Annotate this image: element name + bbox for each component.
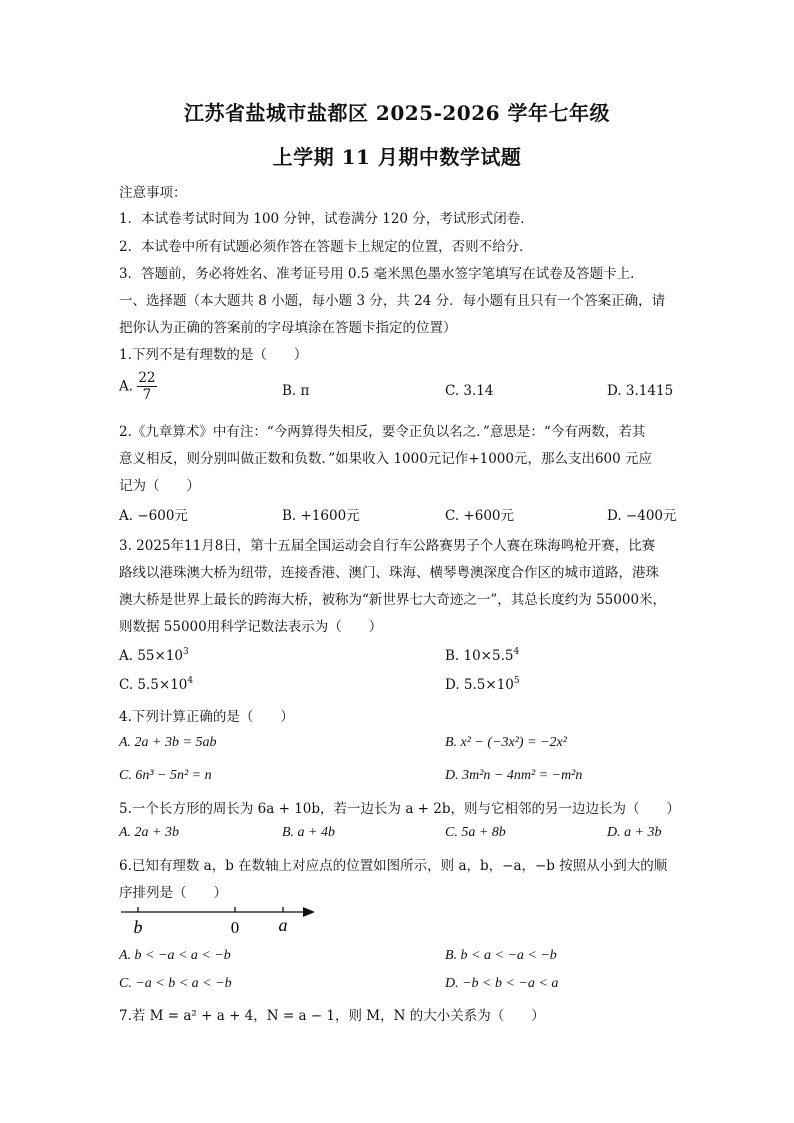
exam-title-line1: 江苏省盐城市盐都区 2025-2026 学年七年级 xyxy=(183,101,611,125)
q2-line2: 意义相反，则分别叫做正数和负数．”如果收入 1000元记作+1000元，那么支出600 元应 xyxy=(119,451,653,467)
q6-option-c: C. −a < b < a < −b xyxy=(119,976,232,991)
q2-option-c: C. +600元 xyxy=(445,508,515,524)
q1-fraction-denominator: 7 xyxy=(142,387,152,403)
q4-option-a: A. 2a + 3b = 5ab xyxy=(119,735,217,750)
q6-option-a: A. b < −a < a < −b xyxy=(119,948,231,963)
q3-option-d-exponent: 5 xyxy=(513,676,520,686)
note-2: 2．本试卷中所有试题必须作答在答题卡上规定的位置，否则不给分． xyxy=(119,239,533,255)
q3-line1: 3. 2025年11月8日，第十五届全国运动会自行车公路赛男子个人赛在珠海鸣枪开赛，比赛 xyxy=(119,538,656,554)
q2-line1: 2.《九章算术》中有注：“今两算得失相反，要令正负以名之．”意思是：“今有两数，若其 xyxy=(119,424,646,440)
q1-option-b: B. π xyxy=(282,383,310,399)
q6-line2: 序排列是（ ） xyxy=(119,885,227,901)
number-line-arrow-icon xyxy=(303,907,315,917)
q3-option-c-base: C. 5.5×10 xyxy=(119,677,188,693)
q2-option-d: D. −400元 xyxy=(607,508,677,524)
q1-option-a xyxy=(119,370,157,403)
q4-option-d: D. 3m²n − 4nm² = −m²n xyxy=(445,768,583,783)
label-0: 0 xyxy=(230,918,240,937)
q5-option-d: D. a + 3b xyxy=(607,825,662,840)
q6-line1: 6.已知有理数 a，b 在数轴上对应点的位置如图所示，则 a，b，−a，−b 按照从小到大的顺 xyxy=(119,858,668,874)
q4-option-c: C. 6n³ − 5n² = n xyxy=(119,768,212,783)
q1-fraction-numerator: 22 xyxy=(138,370,156,386)
q3-option-c-exponent: 4 xyxy=(187,676,194,686)
q6-option-d: D. −b < b < −a < a xyxy=(445,976,559,991)
q3-option-a xyxy=(119,648,189,664)
q2-line3: 记为（ ） xyxy=(119,478,200,494)
q3-option-a-base: A. 55×10 xyxy=(119,648,183,664)
q1-option-d: D. 3.1415 xyxy=(607,383,674,399)
q4-stem: 4.下列计算正确的是（ ） xyxy=(119,709,294,725)
q1-fraction xyxy=(137,370,156,403)
q6-option-b: B. b < a < −a < −b xyxy=(445,948,557,963)
q7-stem: 7.若 M = a² + a + 4，N = a − 1，则 M，N 的大小关系为（ ） xyxy=(119,1008,545,1024)
q3-option-d-base: D. 5.5×10 xyxy=(445,677,514,693)
q3-option-c xyxy=(119,677,193,693)
section-heading-line1: 一、选择题（本大题共 8 小题，每小题 3 分，共 24 分．每小题有且只有一个答案正确，请 xyxy=(119,293,666,309)
exam-title-line2: 上学期 11 月期中数学试题 xyxy=(272,145,522,169)
q3-line2: 路线以港珠澳大桥为纽带，连接香港、澳门、珠海、横琴粤澳深度合作区的城市道路，港珠 xyxy=(119,565,659,581)
q5-option-a: A. 2a + 3b xyxy=(119,825,179,840)
label-a: a xyxy=(278,915,288,935)
q1-stem: 1.下列不是有理数的是（ ） xyxy=(119,347,308,363)
q5-option-b: B. a + 4b xyxy=(282,825,335,840)
q3-option-d xyxy=(445,677,520,693)
section-heading-line2: 把你认为正确的答案前的字母填涂在答题卡指定的位置） xyxy=(119,320,457,336)
note-1: 1．本试卷考试时间为 100 分钟，试卷满分 120 分，考试形式闭卷． xyxy=(119,211,534,227)
q3-option-b xyxy=(445,648,519,664)
q2-option-b: B. +1600元 xyxy=(282,508,360,524)
q5-stem: 5.一个长方形的周长为 6a + 10b，若一边长为 a + 2b，则与它相邻的另一边边长为（ ） xyxy=(119,801,680,817)
notes-heading: 注意事项： xyxy=(119,185,187,201)
q4-option-b: B. x² − (−3x²) = −2x² xyxy=(445,735,567,750)
q1-option-a-label: A. xyxy=(119,378,134,395)
q1-option-c: C. 3.14 xyxy=(445,383,494,399)
q3-option-a-exponent: 3 xyxy=(183,647,189,657)
q3-line4: 则数据 55000用科学记数法表示为（ ） xyxy=(119,619,383,635)
q3-option-b-exponent: 4 xyxy=(513,647,520,657)
number-line-figure xyxy=(115,900,325,940)
q3-option-b-base: B. 10×5.5 xyxy=(445,648,514,664)
label-b: b xyxy=(133,917,143,937)
note-3: 3．答题前，务必将姓名、准考证号用 0.5 毫米黑色墨水签字笔填写在试卷及答题卡上． xyxy=(119,266,644,282)
q2-option-a: A. −600元 xyxy=(119,508,188,524)
q3-line3: 澳大桥是世界上最长的跨海大桥，被称为“新世界七大奇迹之一”，其总长度约为 55000米， xyxy=(119,592,667,608)
q5-option-c: C. 5a + 8b xyxy=(445,825,506,840)
